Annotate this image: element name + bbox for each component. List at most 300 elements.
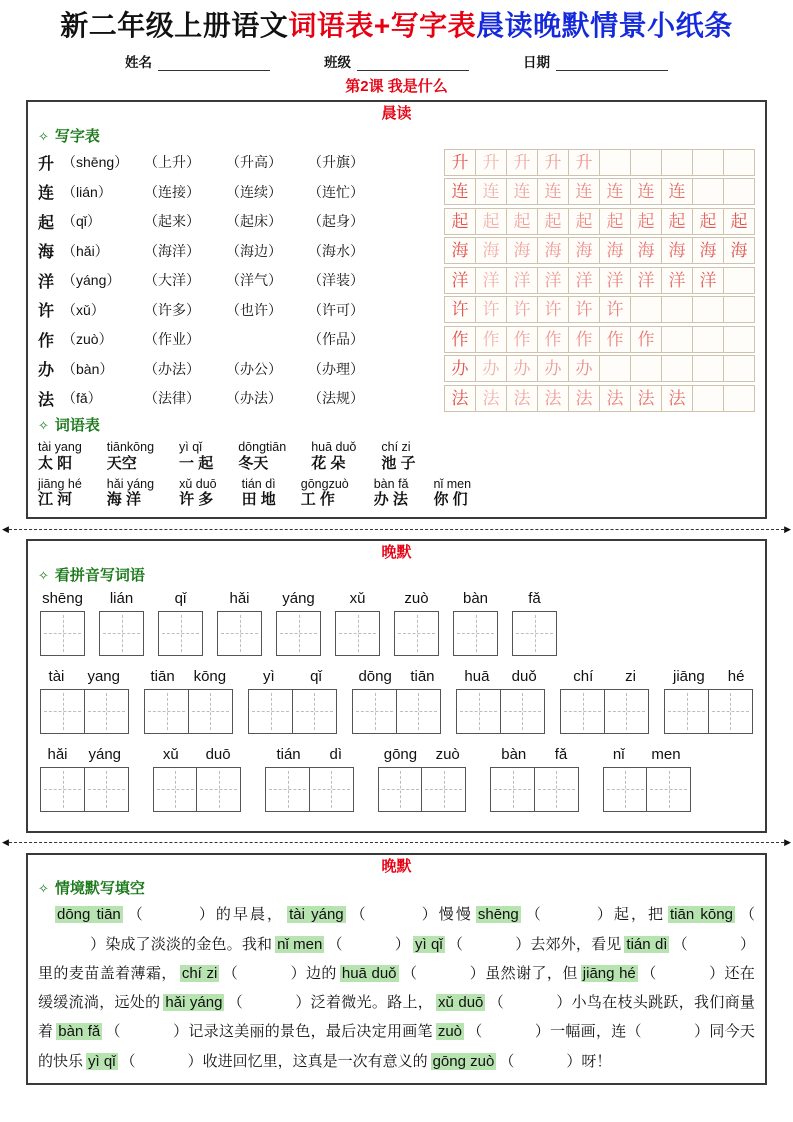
pinyin-label	[453, 590, 498, 607]
practice-cell: 升	[537, 149, 569, 176]
answer-boxes	[144, 689, 233, 734]
practice-cell: 升	[506, 149, 538, 176]
answer-boxes	[40, 767, 129, 812]
practice-cell: 海	[723, 237, 755, 264]
pinyin-answer-item	[40, 668, 129, 734]
example-word: （法律）	[144, 390, 200, 407]
practice-cell: 连	[661, 178, 693, 205]
writing-table	[38, 148, 755, 414]
answer-box[interactable]	[560, 689, 605, 734]
practice-cell: 起	[444, 208, 476, 235]
pinyin-hint: chí zi	[181, 964, 218, 982]
practice-cell: 起	[661, 208, 693, 235]
word-pinyin: gōngzuò	[300, 476, 349, 491]
answer-box[interactable]	[217, 611, 262, 656]
word-hanzi: 许 多	[179, 491, 214, 509]
answer-box[interactable]	[84, 689, 129, 734]
pinyin-syllable: hé	[727, 667, 745, 685]
pinyin-syllable: xǔ	[349, 589, 366, 607]
pinyin-syllable: xǔ	[162, 745, 179, 763]
example-word: （大洋）	[144, 272, 200, 289]
practice-cell: 许	[444, 296, 476, 323]
practice-cell	[692, 149, 724, 176]
pinyin-syllable: zuò	[404, 589, 429, 607]
pinyin-syllable: duǒ	[511, 667, 537, 685]
pinyin-hint: yì qǐ	[88, 1052, 116, 1070]
example-word: （连忙）	[308, 183, 364, 200]
pinyin-syllable: yang	[87, 667, 120, 685]
pinyin-label	[394, 590, 439, 607]
practice-cell: 升	[475, 149, 507, 176]
pinyin-answer-item	[335, 590, 380, 656]
practice-cell: 作	[599, 326, 631, 353]
pinyin-answer-item	[153, 746, 242, 812]
pinyin-answer-item	[394, 590, 439, 656]
practice-cell: 连	[444, 178, 476, 205]
answer-box[interactable]	[352, 689, 397, 734]
character-pinyin: （yáng）	[62, 272, 121, 289]
class-field	[324, 51, 469, 71]
word-hanzi: 田 地	[241, 491, 276, 509]
cut-dash-line	[9, 529, 784, 530]
evening-dictation-write-section	[26, 539, 767, 833]
cut-arrow-left-icon: ◀	[2, 837, 9, 848]
answer-box[interactable]	[646, 767, 691, 812]
fill-blank[interactable]: （ ）	[105, 1023, 189, 1041]
pinyin-answer-row	[40, 668, 753, 734]
pinyin-syllable: bàn	[462, 589, 489, 607]
word-list-item	[238, 440, 286, 472]
word-list-item	[242, 477, 276, 509]
answer-box[interactable]	[604, 689, 649, 734]
character: 许	[38, 303, 55, 321]
pinyin-syllable: hǎi	[229, 589, 250, 607]
character: 法	[38, 391, 55, 409]
practice-cell: 连	[630, 178, 662, 205]
practice-cell	[723, 355, 755, 382]
practice-cell: 法	[444, 385, 476, 412]
title-part-blue: 晨读晚默情景小纸条	[476, 10, 733, 41]
word-hanzi: 太 阳	[38, 454, 73, 472]
practice-cell: 洋	[692, 267, 724, 294]
word-hanzi: 江 河	[38, 491, 73, 509]
practice-cell: 办	[444, 355, 476, 382]
word-list-item	[38, 440, 82, 472]
practice-cell: 办	[475, 355, 507, 382]
practice-cell: 许	[506, 296, 538, 323]
practice-cell: 起	[599, 208, 631, 235]
character: 起	[38, 214, 55, 232]
answer-boxes	[99, 611, 144, 656]
answer-box[interactable]	[664, 689, 709, 734]
answer-box[interactable]	[421, 767, 466, 812]
pinyin-answer-item	[490, 746, 579, 812]
answer-box[interactable]	[276, 611, 321, 656]
practice-cell: 法	[630, 385, 662, 412]
practice-cell: 洋	[537, 267, 569, 294]
character-pinyin: （shēng）	[62, 154, 129, 171]
word-hanzi: 你 们	[433, 491, 468, 509]
answer-box[interactable]	[309, 767, 354, 812]
answer-boxes	[158, 611, 203, 656]
pinyin-hint: huā duǒ	[341, 964, 397, 982]
cut-arrow-right-icon: ▶	[784, 837, 791, 848]
word-hanzi: 工 作	[300, 491, 335, 509]
fill-blank[interactable]: （）	[90, 906, 755, 953]
pinyin-syllable: yáng	[282, 589, 315, 607]
fill-blank[interactable]: （ ）	[626, 1023, 710, 1041]
practice-cell	[661, 355, 693, 382]
pinyin-answer-row	[40, 746, 753, 812]
character-pinyin: （hǎi）	[62, 242, 109, 259]
date-field	[523, 51, 668, 71]
writing-table-row	[38, 266, 755, 296]
answer-boxes	[335, 611, 380, 656]
word-hanzi: 办 法	[373, 491, 408, 509]
practice-cell	[599, 355, 631, 382]
class-input-line[interactable]	[357, 57, 469, 71]
fill-blank[interactable]: （ ）	[640, 964, 725, 982]
pinyin-answer-item	[248, 668, 337, 734]
example-word: （起床）	[226, 213, 282, 230]
answer-box[interactable]	[144, 689, 189, 734]
pinyin-hint: tài yáng	[289, 906, 344, 924]
practice-cell: 起	[537, 208, 569, 235]
pinyin-label	[352, 668, 441, 685]
answer-box[interactable]	[196, 767, 241, 812]
practice-cell: 海	[444, 237, 476, 264]
date-input-line[interactable]	[556, 57, 668, 71]
pinyin-syllable: huā	[464, 667, 490, 685]
pinyin-label	[153, 746, 242, 763]
pinyin-label	[456, 668, 545, 685]
practice-cell: 作	[568, 326, 600, 353]
word-list-item	[107, 477, 154, 509]
answer-box[interactable]	[188, 689, 233, 734]
pinyin-answer-item	[560, 668, 649, 734]
fill-blank[interactable]: （ ）	[447, 935, 531, 953]
name-input-line[interactable]	[158, 57, 270, 71]
word-pinyin: xǔ duō	[179, 476, 217, 491]
practice-cell: 起	[506, 208, 538, 235]
pinyin-label	[217, 590, 262, 607]
stroke-practice-grid	[444, 385, 755, 412]
word-hanzi: 冬天	[238, 454, 269, 472]
practice-cell	[661, 326, 693, 353]
practice-cell: 法	[537, 385, 569, 412]
answer-boxes	[153, 767, 242, 812]
pinyin-label	[490, 746, 579, 763]
fill-blank[interactable]: （ ）	[672, 935, 755, 953]
pinyin-answer-item	[276, 590, 321, 656]
pinyin-hint: tiān kōng	[670, 906, 733, 924]
practice-cell: 许	[599, 296, 631, 323]
pinyin-answer-item	[512, 590, 557, 656]
pinyin-label	[40, 590, 85, 607]
pinyin-label	[560, 668, 649, 685]
practice-cell	[630, 355, 662, 382]
practice-cell: 法	[506, 385, 538, 412]
practice-cell: 海	[537, 237, 569, 264]
word-hanzi: 花 朵	[311, 454, 346, 472]
fill-blank[interactable]: （ ）	[227, 994, 311, 1012]
writing-table-row	[38, 148, 755, 178]
practice-cell	[723, 149, 755, 176]
practice-cell: 洋	[475, 267, 507, 294]
answer-boxes	[394, 611, 439, 656]
example-word: （升旗）	[308, 154, 364, 171]
character-pinyin: （fǎ）	[62, 390, 102, 407]
pinyin-label	[40, 746, 129, 763]
answer-box[interactable]	[708, 689, 753, 734]
pinyin-hint: tián dì	[626, 935, 668, 953]
pinyin-syllable: chí	[573, 667, 594, 685]
answer-box[interactable]	[99, 611, 144, 656]
character-pinyin: （bàn）	[62, 360, 114, 377]
practice-cell: 升	[568, 149, 600, 176]
practice-cell: 起	[568, 208, 600, 235]
practice-cell	[692, 355, 724, 382]
answer-box[interactable]	[84, 767, 129, 812]
pinyin-write-heading	[38, 564, 755, 585]
example-word: （连续）	[226, 183, 282, 200]
pinyin-syllable: shēng	[42, 589, 83, 607]
practice-cell: 升	[444, 149, 476, 176]
pinyin-hint: shēng	[477, 906, 519, 924]
pinyin-syllable: fǎ	[554, 745, 568, 763]
pinyin-label	[335, 590, 380, 607]
answer-boxes	[603, 767, 692, 812]
example-word: （起身）	[308, 213, 364, 230]
fill-blank[interactable]: （ ）	[222, 964, 306, 982]
fill-blank[interactable]: （ ）	[467, 1023, 551, 1041]
word-hanzi: 池 子	[381, 454, 416, 472]
character: 办	[38, 362, 55, 380]
answer-box[interactable]	[292, 689, 337, 734]
pinyin-syllable: tiān	[150, 667, 175, 685]
answer-box[interactable]	[394, 611, 439, 656]
word-table-heading	[38, 414, 755, 435]
pinyin-answer-item	[664, 668, 753, 734]
pinyin-hint: nǐ men	[277, 935, 323, 953]
answer-boxes	[352, 689, 441, 734]
lesson-title: 第2课 我是什么	[345, 78, 448, 96]
word-hanzi: 一 起	[179, 454, 214, 472]
title-part-red: 词语表+写字表	[288, 10, 477, 41]
writing-table-heading	[38, 125, 755, 146]
fill-heading-text: 情境默写填空	[54, 880, 145, 898]
pinyin-syllable: jiāng	[672, 667, 705, 685]
word-pinyin: tiānkōng	[106, 440, 155, 455]
practice-cell: 洋	[506, 267, 538, 294]
practice-cell: 连	[537, 178, 569, 205]
answer-box[interactable]	[500, 689, 545, 734]
character: 作	[38, 332, 55, 350]
answer-box[interactable]	[248, 689, 293, 734]
answer-box[interactable]	[396, 689, 441, 734]
cut-line	[2, 837, 791, 849]
word-pinyin: tài yang	[38, 440, 82, 455]
character: 升	[38, 155, 55, 173]
example-word: （海水）	[308, 242, 364, 259]
practice-cell: 作	[537, 326, 569, 353]
practice-cell: 起	[723, 208, 755, 235]
pinyin-answer-rows	[38, 590, 755, 812]
answer-box[interactable]	[265, 767, 310, 812]
fill-blank[interactable]: （ ）	[120, 1052, 203, 1070]
pinyin-syllable: qǐ	[310, 667, 322, 685]
pinyin-answer-item	[99, 590, 144, 656]
answer-box[interactable]	[534, 767, 579, 812]
answer-box[interactable]	[378, 767, 423, 812]
page-title	[0, 10, 793, 42]
answer-box[interactable]	[40, 611, 85, 656]
cut-arrow-left-icon: ◀	[2, 523, 9, 534]
example-word: （许多）	[144, 301, 200, 318]
word-table-heading-text: 词语表	[54, 417, 100, 435]
answer-box[interactable]	[40, 689, 85, 734]
practice-cell	[599, 149, 631, 176]
practice-cell: 洋	[444, 267, 476, 294]
example-word: （办法）	[144, 360, 200, 377]
pinyin-hint: yì qǐ	[415, 935, 443, 953]
practice-cell	[723, 326, 755, 353]
diamond-bullet-icon: ✧	[38, 418, 49, 434]
practice-cell	[692, 326, 724, 353]
pinyin-syllable: tiān	[410, 667, 435, 685]
answer-box[interactable]	[335, 611, 380, 656]
practice-cell: 连	[506, 178, 538, 205]
pinyin-hint: zuò	[437, 1023, 462, 1041]
answer-boxes	[490, 767, 579, 812]
diamond-bullet-icon: ✧	[38, 567, 49, 583]
word-list-item	[107, 440, 154, 472]
morning-reading-section	[26, 100, 767, 519]
practice-cell: 连	[568, 178, 600, 205]
character-pinyin: （lián）	[62, 183, 112, 200]
stroke-practice-grid	[444, 149, 755, 176]
answer-box[interactable]	[158, 611, 203, 656]
example-word: （连接）	[144, 183, 200, 200]
answer-box[interactable]	[40, 767, 85, 812]
pinyin-syllable: bàn	[501, 745, 527, 763]
answer-boxes	[40, 689, 129, 734]
character-pinyin: （zuò）	[62, 331, 113, 348]
pinyin-label	[265, 746, 354, 763]
practice-cell: 连	[475, 178, 507, 205]
writing-table-row	[38, 325, 755, 355]
practice-cell: 办	[506, 355, 538, 382]
word-pinyin: tián dì	[241, 476, 276, 491]
word-list-item	[311, 440, 356, 472]
example-word: （办公）	[226, 360, 282, 377]
answer-box[interactable]	[153, 767, 198, 812]
practice-cell: 起	[692, 208, 724, 235]
practice-cell: 作	[444, 326, 476, 353]
word-hanzi: 海 洋	[106, 491, 141, 509]
pinyin-label	[664, 668, 753, 685]
example-word: （办理）	[308, 360, 364, 377]
pinyin-syllable: tài	[48, 667, 65, 685]
pinyin-answer-row	[40, 590, 753, 656]
word-pinyin: nǐ men	[433, 476, 472, 491]
answer-box[interactable]	[490, 767, 535, 812]
fill-blank[interactable]: （ ）	[125, 906, 216, 924]
practice-cell: 起	[475, 208, 507, 235]
pinyin-answer-item	[352, 668, 441, 734]
answer-box[interactable]	[512, 611, 557, 656]
pinyin-hint: xǔ duō	[438, 994, 484, 1012]
word-pinyin: chí zi	[381, 440, 411, 455]
fill-blank[interactable]: （ ）	[401, 964, 486, 982]
word-list-item	[38, 477, 82, 509]
pinyin-syllable: men	[651, 745, 681, 763]
practice-cell: 许	[568, 296, 600, 323]
date-label: 日期	[523, 55, 550, 71]
pinyin-label	[276, 590, 321, 607]
pinyin-syllable: gōng	[383, 745, 418, 763]
fill-heading	[38, 877, 755, 898]
practice-cell: 洋	[630, 267, 662, 294]
word-list-row	[38, 477, 755, 509]
writing-table-row	[38, 384, 755, 414]
fill-blank[interactable]: （ ）	[523, 906, 614, 924]
answer-boxes	[378, 767, 467, 812]
practice-cell: 海	[630, 237, 662, 264]
practice-cell: 法	[661, 385, 693, 412]
practice-cell: 海	[506, 237, 538, 264]
pinyin-answer-item	[265, 746, 354, 812]
pinyin-hint: gōng zuò	[432, 1052, 495, 1070]
pinyin-label	[99, 590, 144, 607]
answer-box[interactable]	[456, 689, 501, 734]
fill-blank[interactable]: （ ）	[488, 994, 572, 1012]
pinyin-syllable: kōng	[193, 667, 227, 685]
word-pinyin: dōngtiān	[238, 440, 287, 455]
practice-cell: 连	[599, 178, 631, 205]
stroke-practice-grid	[444, 178, 755, 205]
practice-cell: 海	[661, 237, 693, 264]
answer-boxes	[217, 611, 262, 656]
practice-cell	[661, 149, 693, 176]
pinyin-syllable: nǐ	[612, 745, 625, 763]
pinyin-syllable: zi	[625, 667, 636, 685]
practice-cell	[630, 296, 662, 323]
fill-blank[interactable]: （ ）	[327, 935, 411, 953]
pinyin-syllable: zuò	[435, 745, 460, 763]
fill-blank[interactable]: （ ）	[348, 906, 439, 924]
practice-cell: 办	[568, 355, 600, 382]
pinyin-label	[144, 668, 233, 685]
pinyin-syllable: yì	[262, 667, 275, 685]
cut-arrow-right-icon: ▶	[784, 523, 791, 534]
stroke-practice-grid	[444, 208, 755, 235]
answer-box[interactable]	[453, 611, 498, 656]
answer-box[interactable]	[603, 767, 648, 812]
answer-boxes	[664, 689, 753, 734]
evening-dictation-fill-section	[26, 853, 767, 1085]
practice-cell: 许	[537, 296, 569, 323]
stroke-practice-grid	[444, 237, 755, 264]
practice-cell	[661, 296, 693, 323]
pinyin-syllable: dōng	[358, 667, 392, 685]
fill-blank[interactable]: （ ）	[499, 1052, 582, 1070]
pinyin-answer-item	[144, 668, 233, 734]
pinyin-answer-item	[453, 590, 498, 656]
pinyin-label	[248, 668, 337, 685]
practice-cell	[723, 385, 755, 412]
practice-cell	[630, 149, 662, 176]
